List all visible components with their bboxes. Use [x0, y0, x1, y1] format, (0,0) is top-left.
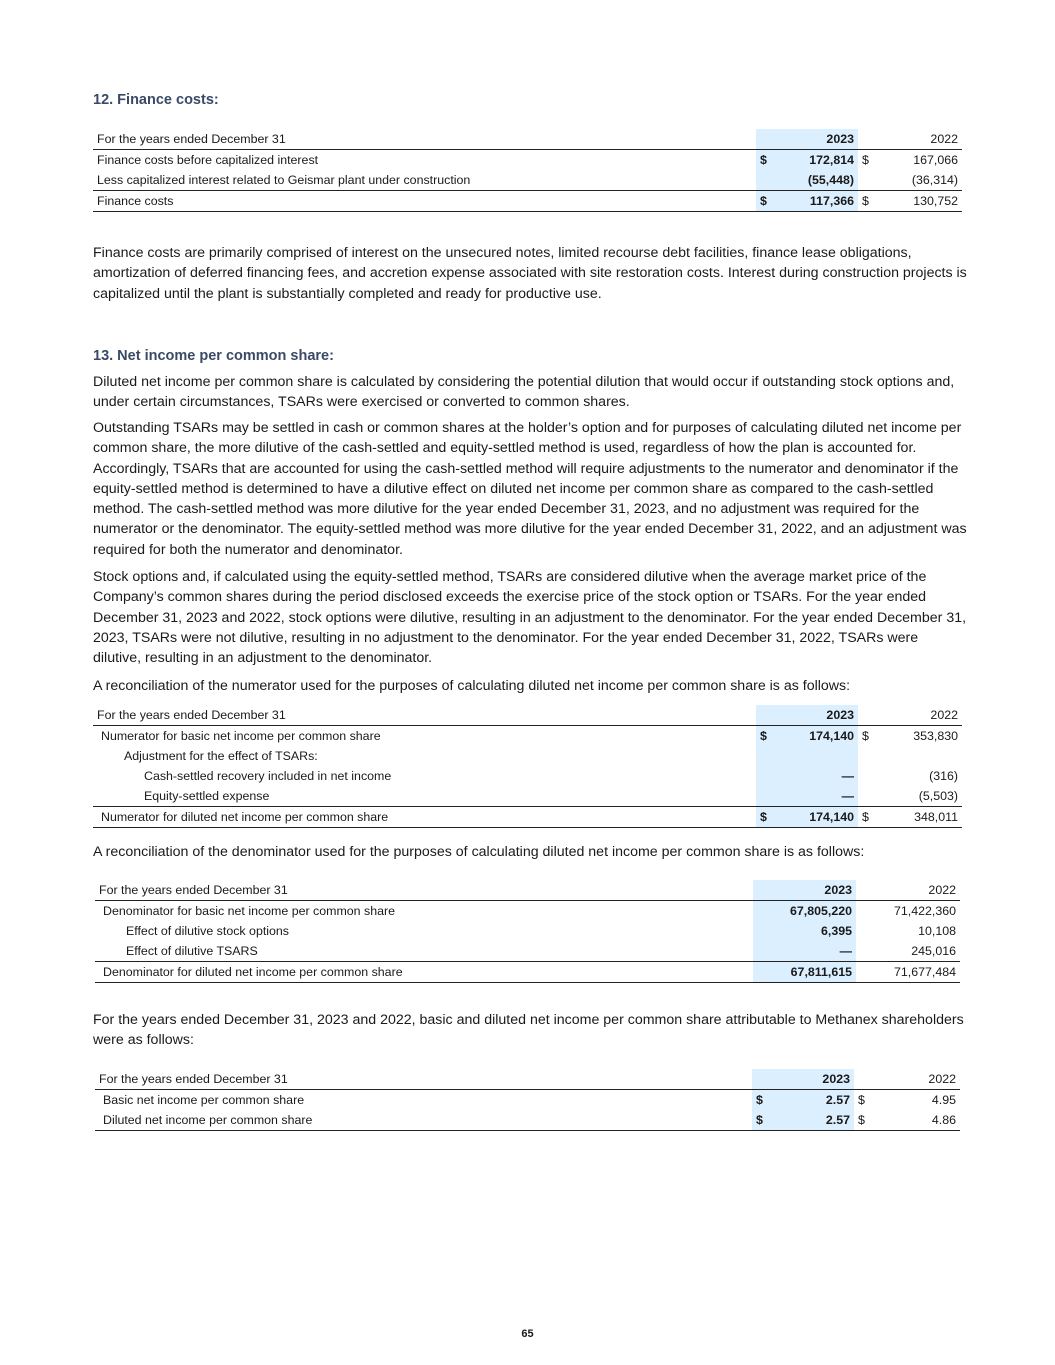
- row-label: Less capitalized interest related to Geismar plant under construction: [97, 173, 471, 187]
- value-2023: 67,811,615: [753, 962, 856, 983]
- section-title-finance-costs: 12. Finance costs:: [93, 92, 219, 108]
- table-row: [95, 941, 960, 962]
- row-label: Cash-settled recovery included in net income: [144, 769, 392, 783]
- row-label: Denominator for diluted net income per common share: [95, 962, 753, 983]
- table-row: [93, 786, 962, 807]
- value-2022: 71,422,360: [893, 904, 956, 918]
- table-row: [93, 726, 962, 747]
- paragraph-2: Outstanding TSARs may be settled in cash or common shares at the holder’s option and for purposes of calculating diluted net income per common share, the more dilutive of the cash-settled and equity-settled method is used, regardless of how the plan is accounted for. Accordingly, TSARs that are accounted for using the cash-settled method will require adjustments to the numerator and denominator if the equity-settled method is determined to have a dilutive effect on diluted net income per common share as compared to the cash-settled method. The cash-settled method was more dilutive for the year ended December 31, 2023, and no adjustment was required for the numerator or the denominator. The equity-settled method was more dilutive for the year ended December 31, 2022, and an adjustment was required for both the numerator and denominator.: [93, 420, 967, 558]
- value-2022: 71,677,484: [856, 962, 960, 983]
- header-2022: 2022: [856, 880, 960, 901]
- currency-symbol: $: [858, 807, 880, 828]
- row-label: Diluted net income per common share: [95, 1110, 752, 1131]
- currency-symbol: $: [756, 807, 778, 828]
- table-row: [95, 1110, 960, 1131]
- table-row: [95, 921, 960, 941]
- value-2023: 6,395: [753, 921, 856, 941]
- value-2023: 117,366: [778, 191, 858, 212]
- header-label: For the years ended December 31: [95, 1069, 752, 1090]
- value-2022: (5,503): [918, 789, 958, 803]
- header-label: For the years ended December 31: [95, 880, 753, 901]
- value-2023: 174,140: [778, 726, 858, 747]
- row-label: Adjustment for the effect of TSARs:: [124, 749, 318, 763]
- table-row: [95, 1090, 960, 1111]
- finance-costs-table: [93, 129, 962, 212]
- value-2023: —: [778, 786, 858, 807]
- paragraph-4: A reconciliation of the numerator used for the purposes of calculating diluted net income per common share is as follows:: [93, 678, 851, 694]
- table-total-row: [95, 962, 960, 983]
- table-header-row: [95, 1069, 960, 1090]
- value-2023: 2.57: [774, 1090, 854, 1111]
- finance-costs-paragraph: Finance costs are primarily comprised of interest on the unsecured notes, limited recourse debt facilities, finance lease obligations, amortization of deferred financing fees, and accretion expense associated with site restoration costs. Interest during construction projects is capitalized until the plant is substantially completed and ready for productive use.: [93, 245, 967, 302]
- header-label: For the years ended December 31: [93, 705, 756, 726]
- currency-symbol: $: [752, 1110, 774, 1131]
- value-2023: —: [753, 941, 856, 962]
- currency-symbol: $: [756, 191, 778, 212]
- table-row: [95, 901, 960, 922]
- row-label: Basic net income per common share: [103, 1093, 305, 1107]
- table-total-row: [93, 191, 962, 212]
- value-2022: 353,830: [913, 729, 958, 743]
- eps-table: [95, 1069, 960, 1131]
- value-2023: 67,805,220: [753, 901, 856, 922]
- table-total-row: [93, 807, 962, 828]
- value-2022: (316): [929, 769, 958, 783]
- numerator-table: [93, 705, 962, 828]
- currency-symbol: $: [862, 153, 869, 167]
- value-2022: (36,314): [911, 173, 958, 187]
- table-row: [93, 150, 962, 171]
- table-header-row: [95, 880, 960, 901]
- currency-symbol: $: [862, 729, 869, 743]
- paragraph-5: A reconciliation of the denominator used for the purposes of calculating diluted net income per common share is as follows:: [93, 844, 865, 860]
- row-label: Effect of dilutive stock options: [126, 924, 290, 938]
- value-2022: 4.86: [876, 1110, 960, 1131]
- value-2023: 2.57: [774, 1110, 854, 1131]
- header-2023: 2023: [778, 705, 858, 726]
- page-number: 65: [521, 1328, 534, 1340]
- row-label: Denominator for basic net income per common share: [103, 904, 396, 918]
- row-label: Numerator for diluted net income per common share: [93, 807, 756, 828]
- currency-symbol: $: [756, 150, 778, 171]
- row-label: Effect of dilutive TSARS: [126, 944, 258, 958]
- currency-symbol: $: [858, 1093, 865, 1107]
- header-2022: 2022: [880, 705, 962, 726]
- value-2022: 130,752: [880, 191, 962, 212]
- table-row: [93, 766, 962, 786]
- header-2023: 2023: [778, 129, 858, 150]
- header-2023: 2023: [753, 880, 856, 901]
- header-2023: 2023: [774, 1069, 854, 1090]
- currency-symbol: $: [854, 1110, 876, 1131]
- paragraph-3: Stock options and, if calculated using the equity-settled method, TSARs are considered dilutive when the average market price of the Company’s common shares during the period disclosed exceeds the exercise price of the stock option or TSARs. For the year ended December 31, 2023 and 2022, stock options were dilutive, resulting in an adjustment to the denominator. For the year ended December 31, 2023, TSARs were not dilutive, resulting in no adjustment to the denominator. For the year ended December 31, 2022, TSARs were dilutive, resulting in an adjustment to the denominator.: [93, 569, 967, 667]
- table-header-row: [93, 129, 962, 150]
- table-row: [93, 746, 962, 766]
- value-2023: —: [778, 766, 858, 786]
- row-label: Numerator for basic net income per common share: [101, 729, 381, 743]
- table-header-row: [93, 705, 962, 726]
- paragraph-6: For the years ended December 31, 2023 and 2022, basic and diluted net income per common share attributable to Methanex shareholders were as follows:: [93, 1012, 964, 1049]
- paragraph-1: Diluted net income per common share is calculated by considering the potential dilution that would occur if outstanding stock options and, under certain circumstances, TSARs were exercised or converted to common shares.: [93, 374, 955, 411]
- value-2022: 245,016: [911, 944, 956, 958]
- table-row: [93, 170, 962, 191]
- row-label: Equity-settled expense: [144, 789, 270, 803]
- denominator-table: [95, 880, 960, 983]
- value-2023: 172,814: [778, 150, 858, 171]
- value-2022: 167,066: [913, 153, 958, 167]
- header-2022: 2022: [876, 1069, 960, 1090]
- currency-symbol: $: [752, 1090, 774, 1111]
- value-2022: 4.95: [931, 1093, 956, 1107]
- section-title-net-income: 13. Net income per common share:: [93, 348, 334, 364]
- value-2023: 174,140: [778, 807, 858, 828]
- row-label: Finance costs: [93, 191, 756, 212]
- value-2023: (55,448): [778, 170, 858, 191]
- value-2022: 348,011: [880, 807, 962, 828]
- currency-symbol: $: [858, 191, 880, 212]
- row-label: Finance costs before capitalized interest: [97, 153, 319, 167]
- header-2022: 2022: [880, 129, 962, 150]
- header-label: For the years ended December 31: [93, 129, 756, 150]
- currency-symbol: $: [756, 726, 778, 747]
- value-2022: 10,108: [918, 924, 956, 938]
